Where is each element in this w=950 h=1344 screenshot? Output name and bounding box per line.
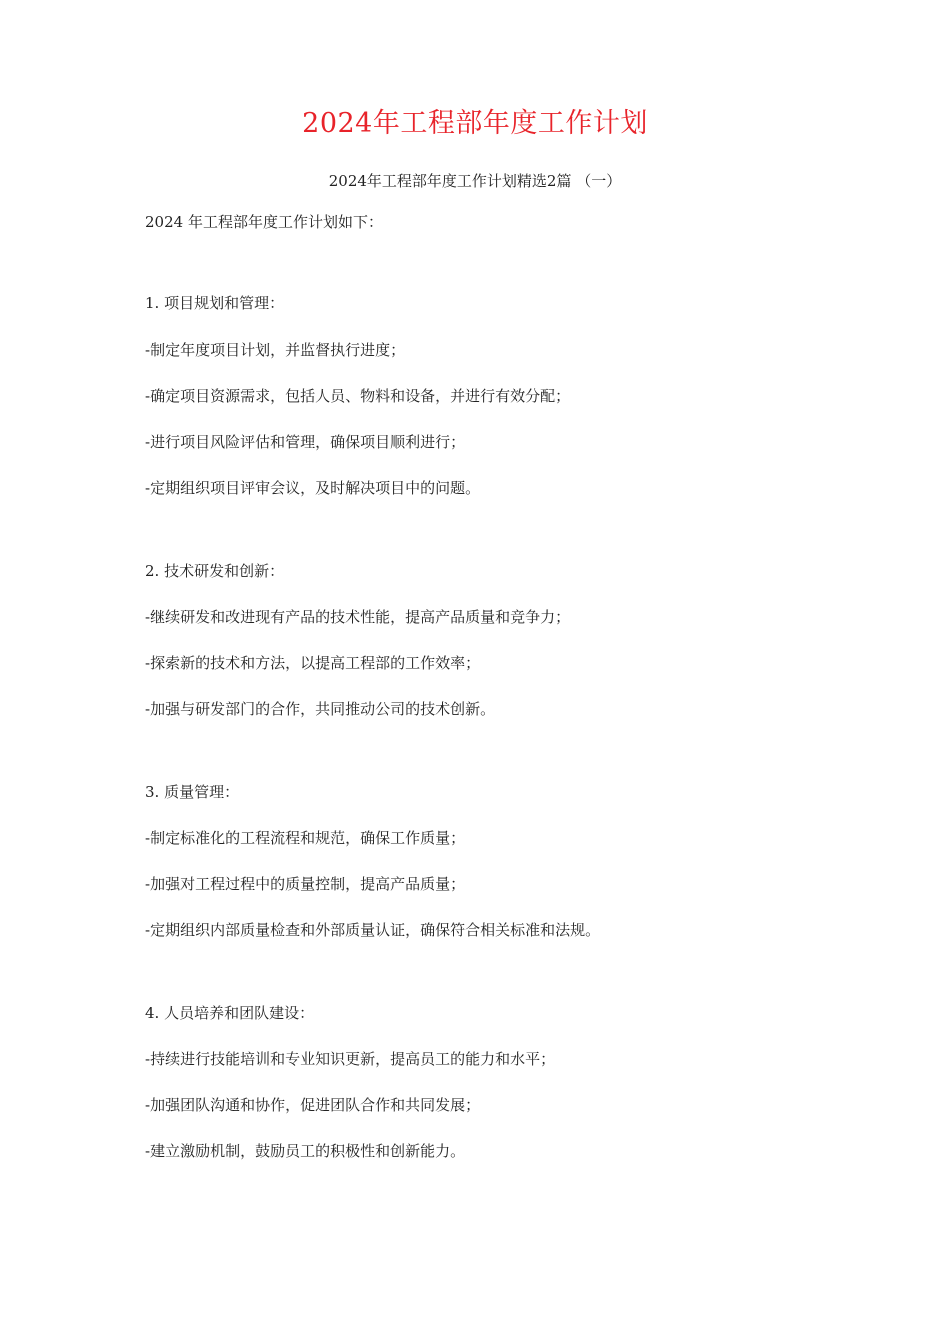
document-title: 2024年工程部年度工作计划 — [302, 108, 648, 139]
section-heading: 4. 人员培养和团队建设： — [145, 1004, 315, 1022]
intro-paragraph: 2024 年工程部年度工作计划如下： — [145, 213, 383, 231]
list-item: -制定年度项目计划，并监督执行进度； — [145, 341, 406, 359]
list-item: -定期组织项目评审会议，及时解决项目中的问题。 — [145, 479, 481, 497]
document-subtitle: 2024年工程部年度工作计划精选2篇 （一） — [328, 172, 622, 190]
list-item: -定期组织内部质量检查和外部质量认证，确保符合相关标准和法规。 — [145, 921, 601, 939]
list-item: -继续研发和改进现有产品的技术性能，提高产品质量和竞争力； — [145, 608, 571, 626]
section-heading: 2. 技术研发和创新： — [145, 562, 285, 580]
list-item: -加强与研发部门的合作，共同推动公司的技术创新。 — [145, 700, 496, 718]
list-item: -确定项目资源需求，包括人员、物料和设备，并进行有效分配； — [145, 387, 571, 405]
list-item: -进行项目风险评估和管理，确保项目顺利进行； — [145, 433, 466, 451]
section-heading: 1. 项目规划和管理： — [145, 294, 285, 312]
list-item: -持续进行技能培训和专业知识更新，提高员工的能力和水平； — [145, 1050, 556, 1068]
list-item: -加强对工程过程中的质量控制，提高产品质量； — [145, 875, 466, 893]
list-item: -探索新的技术和方法，以提高工程部的工作效率； — [145, 654, 481, 672]
list-item: -建立激励机制，鼓励员工的积极性和创新能力。 — [145, 1142, 466, 1160]
section-heading: 3. 质量管理： — [145, 783, 240, 801]
list-item: -加强团队沟通和协作，促进团队合作和共同发展； — [145, 1096, 481, 1114]
list-item: -制定标准化的工程流程和规范，确保工作质量； — [145, 829, 466, 847]
